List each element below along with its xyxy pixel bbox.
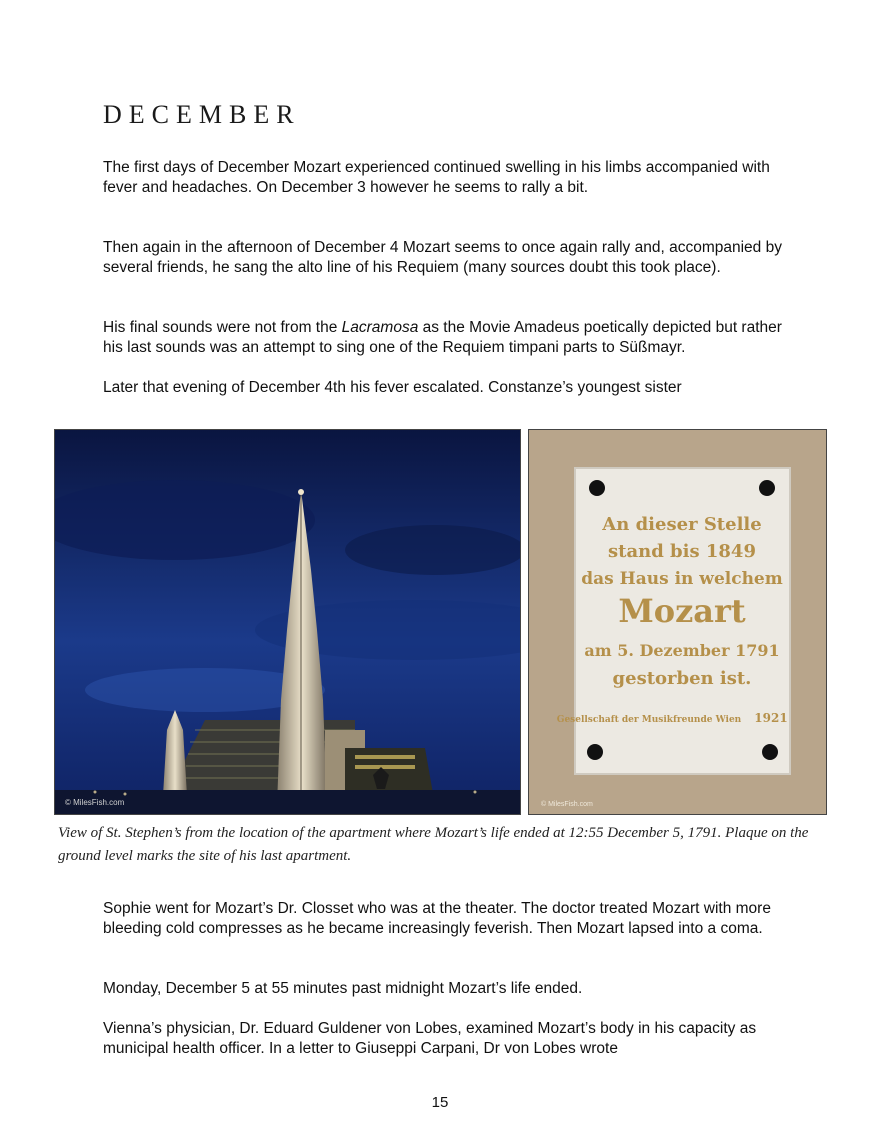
plaque-bolt-bottom-right: [762, 744, 778, 760]
cathedral-credit: © MilesFish.com: [65, 798, 125, 807]
plaque-line-4: Mozart: [618, 592, 746, 630]
plaque-credit: © MilesFish.com: [541, 801, 593, 808]
paragraph-3-part-1: His final sounds were not from the: [103, 319, 342, 336]
paragraph-3-part-2: as the Movie Amadeus poetically depicted but rather his last sounds was an attempt to sing one of the Requiem timpani parts to Süßmayr.: [103, 319, 782, 356]
cathedral-photo: [54, 429, 521, 815]
plaque-line-5: am 5. Dezember 1791: [584, 641, 780, 660]
photo-caption: View of St. Stephen’s from the location of the apartment where Mozart’s life ended at 12:55 December 5, 1791. Plaque on the ground level marks the site of his last apartment.: [58, 825, 809, 864]
plaque-line-6: gestorben ist.: [612, 668, 752, 689]
plaque-bolt-top-left: [589, 480, 605, 496]
paragraph-4: Later that evening of December 4th his fever escalated. Constanze’s youngest sister: [103, 379, 682, 396]
plaque-illustration: [529, 430, 826, 814]
paragraph-1: The first days of December Mozart experienced continued swelling in his limbs accompanied with fever and headaches. On December 3 however he seems to rally a bit.: [103, 159, 770, 196]
paragraph-7: Vienna’s physician, Dr. Eduard Guldener von Lobes, examined Mozart’s body in his capacity as municipal health officer. In a letter to Giuseppi Carpani, Dr von Lobes wrote: [103, 1020, 757, 1057]
plaque-footer-left: Gesellschaft der Musikfreunde Wien: [556, 715, 742, 725]
page-heading: DECEMBER: [103, 100, 301, 129]
page-number: 15: [431, 1094, 449, 1111]
plaque-line-2: stand bis 1849: [608, 541, 756, 562]
lacramosa-italic: Lacramosa: [341, 319, 419, 336]
plaque-footer-right: 1921: [754, 711, 788, 725]
cathedral-illustration: [55, 430, 520, 814]
paragraph-5: Sophie went for Mozart’s Dr. Closset who was at the theater. The doctor treated Mozart with more bleeding cold compresses as he became increasingly feverish. Then Mozart lapsed into a coma.: [103, 900, 771, 937]
plaque-bolt-bottom-left: [587, 744, 603, 760]
plaque-line-3: das Haus in welchem: [581, 569, 783, 589]
paragraph-6: Monday, December 5 at 55 minutes past midnight Mozart’s life ended.: [103, 980, 583, 997]
plaque-photo: [528, 429, 827, 815]
plaque-line-1: An dieser Stelle: [602, 514, 762, 535]
plaque-bolt-top-right: [759, 480, 775, 496]
paragraph-3: [103, 318, 783, 358]
paragraph-2: Then again in the afternoon of December 4 Mozart seems to once again rally and, accompanied by several friends, he sang the alto line of his Requiem (many sources doubt this took place).: [103, 239, 782, 276]
